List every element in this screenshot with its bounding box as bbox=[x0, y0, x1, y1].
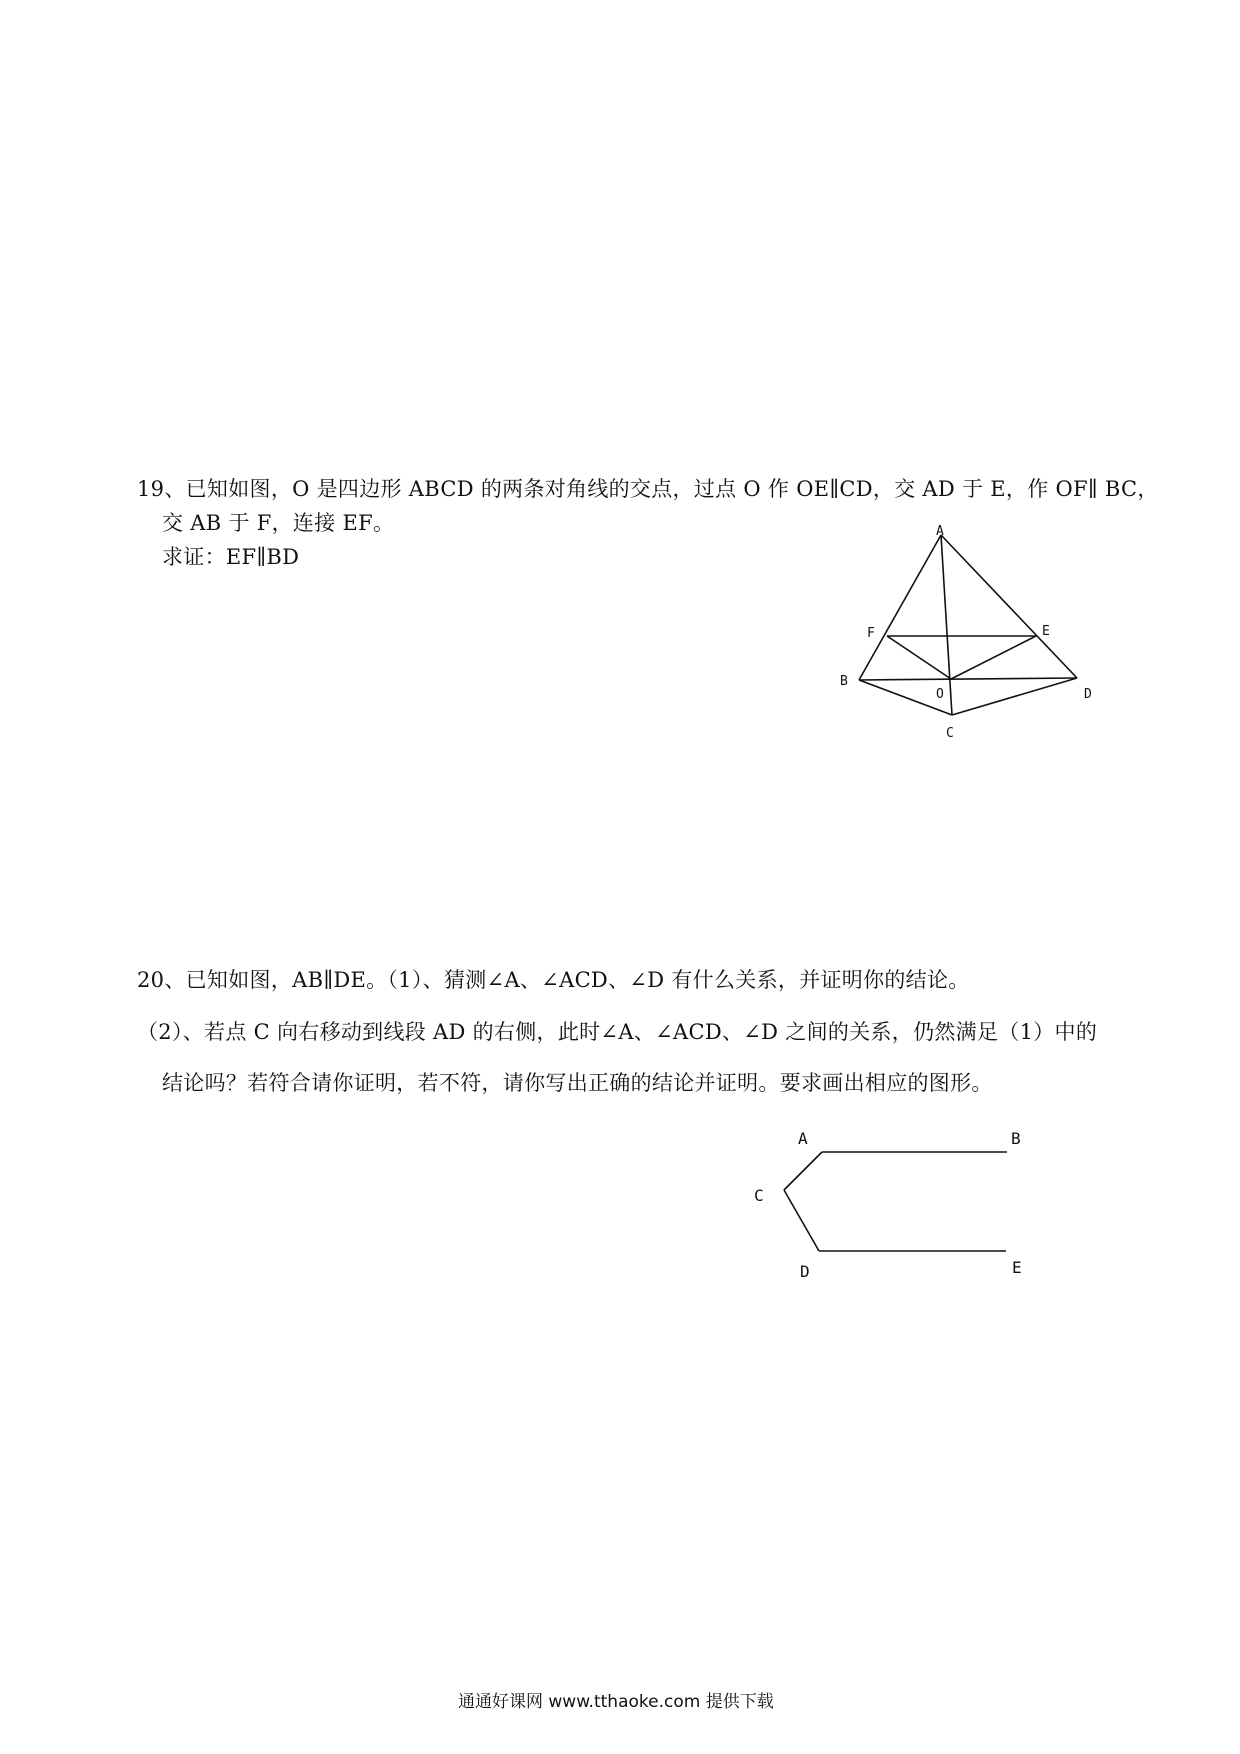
q19-label-e: E bbox=[1042, 624, 1050, 639]
q19-line-2: 交 AB 于 F，连接 EF。 bbox=[162, 511, 395, 535]
q20-label-c: C bbox=[754, 1186, 764, 1205]
q19-line-1: 19、已知如图，O 是四边形 ABCD 的两条对角线的交点，过点 O 作 OE∥CD，交 AD 于 E，作 OF∥ BC， bbox=[137, 477, 1159, 501]
q20-line-3: 结论吗？若符合请你证明，若不符，请你写出正确的结论并证明。要求画出相应的图形。 bbox=[162, 1071, 993, 1095]
segment-eo bbox=[951, 636, 1036, 679]
q20-label-a: A bbox=[798, 1129, 808, 1148]
q19-figure bbox=[820, 525, 1100, 750]
page-footer: 通通好课网 www.tthaoke.com 提供下载 bbox=[458, 1692, 774, 1712]
q20-line-1: 20、已知如图，AB∥DE。（1）、猜测∠A、∠ACD、∠D 有什么关系，并证明你的结论。 bbox=[137, 968, 970, 992]
q19-label-o: O bbox=[936, 687, 944, 702]
q19-label-d: D bbox=[1084, 687, 1092, 702]
segment-ac bbox=[784, 1152, 822, 1190]
q20-label-e: E bbox=[1012, 1258, 1022, 1277]
q19-label-f: F bbox=[867, 626, 875, 641]
q19-label-a: A bbox=[936, 525, 944, 539]
q20-figure-lines bbox=[784, 1152, 1007, 1251]
q20-line-2: （2）、若点 C 向右移动到线段 AD 的右侧，此时∠A、∠ACD、∠D 之间的关系，仍然满足（1）中的 bbox=[137, 1020, 1098, 1044]
segment-bd bbox=[859, 678, 1077, 680]
q20-figure bbox=[740, 1125, 1060, 1295]
segment-fo bbox=[887, 636, 951, 679]
q19-label-b: B bbox=[840, 674, 848, 689]
q20-label-b: B bbox=[1011, 1129, 1021, 1148]
segment-cd bbox=[952, 678, 1077, 715]
segment-ad bbox=[941, 535, 1077, 678]
q19-label-c: C bbox=[946, 726, 954, 741]
segment-ab bbox=[859, 535, 941, 680]
q20-label-d: D bbox=[800, 1262, 810, 1281]
segment-cd bbox=[784, 1190, 819, 1251]
q19-line-3: 求证：EF∥BD bbox=[162, 545, 300, 569]
